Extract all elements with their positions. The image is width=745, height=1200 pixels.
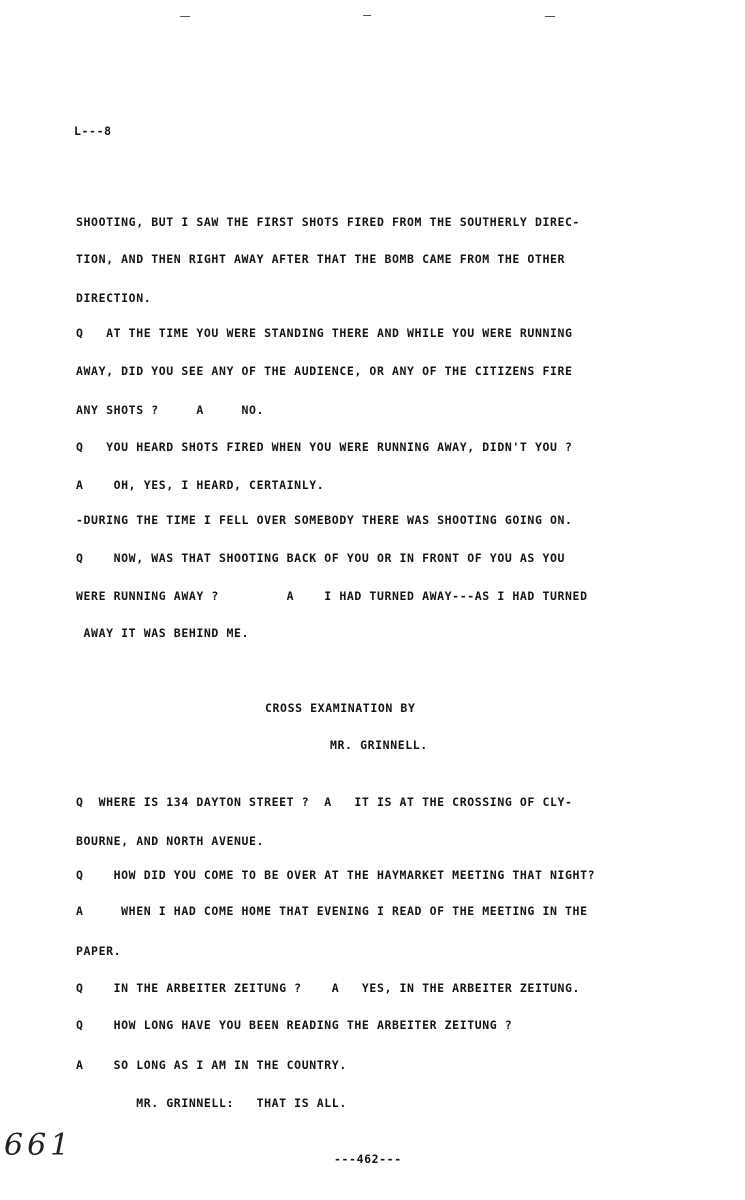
testimony-line: AWAY, DID YOU SEE ANY OF THE AUDIENCE, OR ANY OF THE CITIZENS FIRE — [76, 364, 573, 378]
cross-exam-line: Q HOW DID YOU COME TO BE OVER AT THE HAYMARKET MEETING THAT NIGHT? — [76, 868, 596, 882]
cross-exam-line: BOURNE, AND NORTH AVENUE. — [76, 834, 265, 848]
testimony-line: ANY SHOTS ? A NO. — [76, 403, 265, 417]
testimony-line: DIRECTION. — [76, 291, 152, 305]
cross-exam-line: Q IN THE ARBEITER ZEITUNG ? A YES, IN THE ARBEITER ZEITUNG. — [76, 981, 581, 995]
testimony-line: WERE RUNNING AWAY ? A I HAD TURNED AWAY---AS I HAD TURNED — [76, 589, 588, 603]
cross-exam-line: MR. GRINNELL: THAT IS ALL. — [76, 1096, 347, 1110]
testimony-line: Q NOW, WAS THAT SHOOTING BACK OF YOU OR IN FRONT OF YOU AS YOU — [76, 551, 566, 565]
cross-exam-line: A SO LONG AS I AM IN THE COUNTRY. — [76, 1058, 347, 1072]
cross-exam-line: Q WHERE IS 134 DAYTON STREET ? A IT IS AT THE CROSSING OF CLY- — [76, 795, 573, 809]
section-heading: CROSS EXAMINATION BY — [265, 701, 416, 715]
page-marker: L---8 — [74, 124, 112, 138]
testimony-line: -DURING THE TIME I FELL OVER SOMEBODY THERE WAS SHOOTING GOING ON. — [76, 513, 573, 527]
testimony-line: A OH, YES, I HEARD, CERTAINLY. — [76, 478, 325, 492]
section-examiner: MR. GRINNELL. — [330, 738, 428, 752]
handwritten-folio-number: 661 — [4, 1128, 74, 1163]
page-number: ---462--- — [334, 1152, 402, 1166]
testimony-line: TION, AND THEN RIGHT AWAY AFTER THAT THE BOMB CAME FROM THE OTHER — [76, 252, 566, 266]
cross-exam-line: A WHEN I HAD COME HOME THAT EVENING I READ OF THE MEETING IN THE — [76, 904, 588, 918]
testimony-line: Q AT THE TIME YOU WERE STANDING THERE AND WHILE YOU WERE RUNNING — [76, 326, 573, 340]
testimony-line: Q YOU HEARD SHOTS FIRED WHEN YOU WERE RUNNING AWAY, DIDN'T YOU ? — [76, 440, 573, 454]
top-mark-right — [545, 16, 555, 17]
cross-exam-line: PAPER. — [76, 944, 122, 958]
testimony-line: SHOOTING, BUT I SAW THE FIRST SHOTS FIRED FROM THE SOUTHERLY DIREC- — [76, 215, 581, 229]
cross-exam-line: Q HOW LONG HAVE YOU BEEN READING THE ARBEITER ZEITUNG ? — [76, 1018, 513, 1032]
top-mark-center — [363, 15, 371, 16]
testimony-line: AWAY IT WAS BEHIND ME. — [76, 626, 250, 640]
top-mark-left — [180, 16, 190, 17]
